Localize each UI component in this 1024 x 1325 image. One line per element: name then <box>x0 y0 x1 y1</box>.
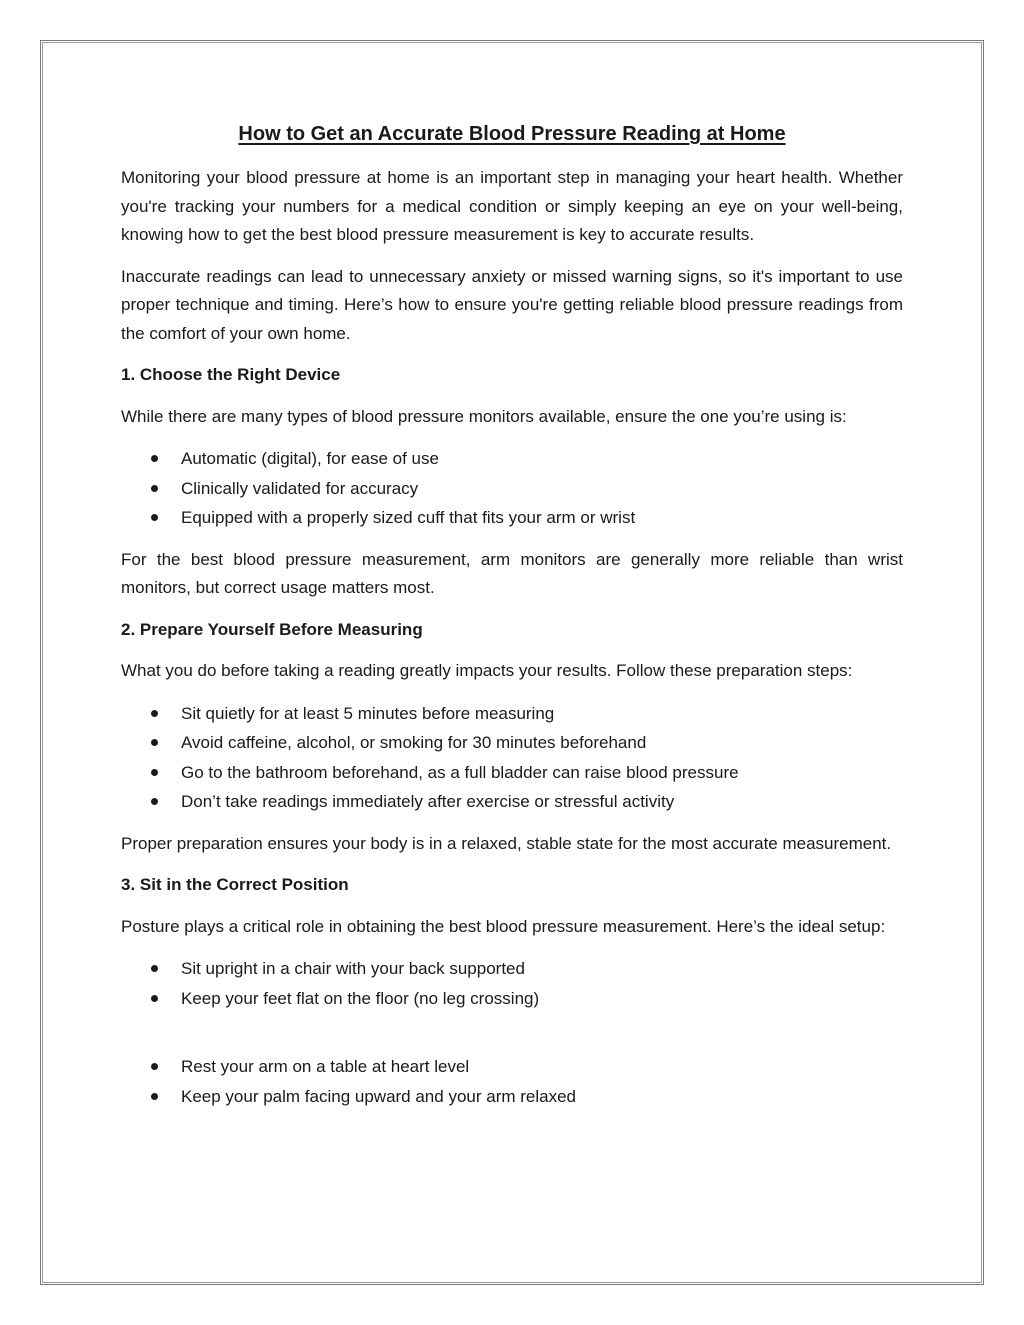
bullet-list-preparation <box>121 699 903 817</box>
list-item <box>121 699 903 729</box>
list-item <box>121 503 903 533</box>
list-item <box>121 1082 903 1112</box>
bullet-list-posture-continued <box>121 1052 903 1111</box>
bullet-icon <box>151 995 158 1002</box>
bullet-list-device <box>121 444 903 533</box>
list-item-text: Don’t take readings immediately after exercise or stressful activity <box>181 792 675 811</box>
list-item-text: Go to the bathroom beforehand, as a full bladder can raise blood pressure <box>181 762 739 782</box>
list-item <box>121 474 903 504</box>
list-item-text: Keep your palm facing upward and your arm relaxed <box>181 1086 576 1106</box>
section-closing: Proper preparation ensures your body is in a relaxed, stable state for the most accurate measurement. <box>121 833 892 853</box>
section-heading-choose-device: 1. Choose the Right Device <box>121 365 341 384</box>
bullet-icon <box>151 710 158 717</box>
list-item-text: Equipped with a properly sized cuff that fits your arm or wrist <box>181 508 636 527</box>
page-gap <box>121 1026 903 1052</box>
bullet-icon <box>151 1063 158 1070</box>
bullet-list-posture <box>121 954 903 1013</box>
list-item-text: Keep your feet flat on the floor (no leg crossing) <box>181 988 540 1008</box>
bullet-icon <box>151 485 158 492</box>
list-item-text: Avoid caffeine, alcohol, or smoking for 30 minutes beforehand <box>181 733 647 752</box>
section-heading-prepare: 2. Prepare Yourself Before Measuring <box>121 619 423 639</box>
intro-paragraph-2: Inaccurate readings can lead to unnecessary anxiety or missed warning signs, so it's important to use proper technique and timing. Here’s how to ensure you're getting reliable blood pressure readings from the comfort of your own home. <box>121 266 903 343</box>
bullet-icon <box>151 514 158 521</box>
bullet-icon <box>151 965 158 972</box>
list-item-text: Automatic (digital), for ease of use <box>181 449 439 468</box>
bullet-icon <box>151 769 158 776</box>
list-item-text: Clinically validated for accuracy <box>181 478 419 498</box>
list-item <box>121 1052 903 1082</box>
list-item <box>121 787 903 817</box>
list-item <box>121 954 903 984</box>
list-item-text: Sit quietly for at least 5 minutes before measuring <box>181 703 555 723</box>
list-item-text: Sit upright in a chair with your back supported <box>181 959 525 978</box>
list-item <box>121 758 903 788</box>
bullet-icon <box>151 739 158 746</box>
section-lead: Posture plays a critical role in obtaining the best blood pressure measurement. Here’s the ideal setup: <box>121 916 886 936</box>
bullet-icon <box>151 455 158 462</box>
intro-paragraph-1: Monitoring your blood pressure at home is an important step in managing your heart health. Whether you're tracking your numbers for a medical condition or simply keeping an eye on your well-being, knowing how to get the best blood pressure measurement is key to accurate results. <box>121 168 903 244</box>
list-item <box>121 728 903 758</box>
list-item-text: Rest your arm on a table at heart level <box>181 1057 470 1076</box>
bullet-icon <box>151 798 158 805</box>
section-heading-position: 3. Sit in the Correct Position <box>121 875 349 894</box>
list-item <box>121 444 903 474</box>
document-body <box>121 120 903 1124</box>
list-item <box>121 984 903 1014</box>
section-closing: For the best blood pressure measurement, arm monitors are generally more reliable than wrist monitors, but correct usage matters most. <box>121 549 903 597</box>
section-lead: While there are many types of blood pressure monitors available, ensure the one you’re using is: <box>121 406 847 426</box>
page-title: How to Get an Accurate Blood Pressure Reading at Home <box>238 123 786 145</box>
section-lead: What you do before taking a reading greatly impacts your results. Follow these preparation steps: <box>121 661 853 680</box>
bullet-icon <box>151 1093 158 1100</box>
